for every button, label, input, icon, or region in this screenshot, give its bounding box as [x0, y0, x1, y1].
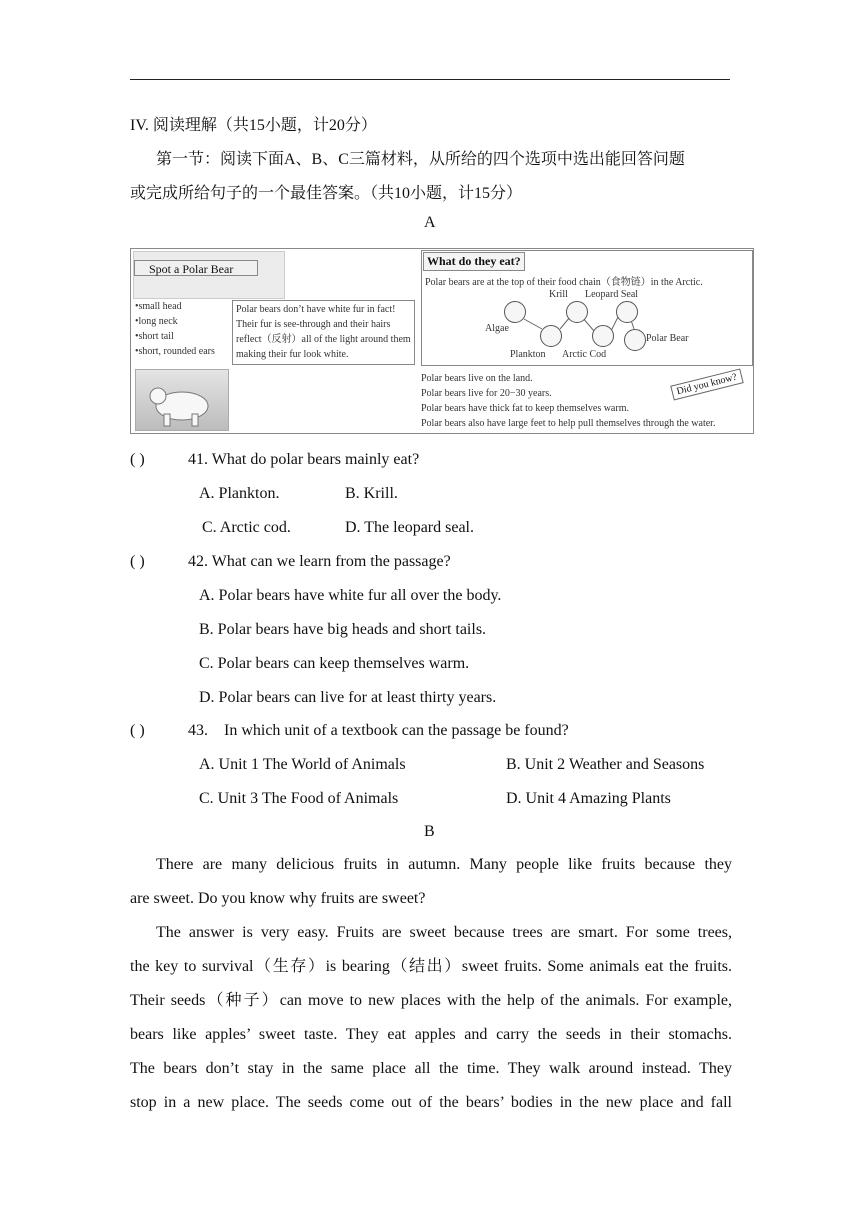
feature-item: •short tail — [135, 331, 174, 342]
feature-item: •small head — [135, 301, 182, 312]
feature-item: •short, rounded ears — [135, 346, 215, 357]
paragraph-line: stop in a new place. The seeds come out of the bears’ bodies in the new place and fall — [130, 1094, 732, 1111]
option-d: D. The leopard seal. — [345, 519, 474, 536]
fact-item: Polar bears also have large feet to help pull themselves through the water. — [421, 418, 716, 429]
polar-bear-image — [135, 369, 229, 431]
passage-b-paragraph-2 — [130, 916, 732, 1120]
passage-b-label: B — [424, 823, 435, 840]
paragraph-line: the key to survival（生存）is bearing（结出）sweet fruits. Some animals eat the fruits. — [130, 958, 732, 975]
passage-b-paragraph-1 — [130, 848, 732, 916]
question-41: 41. What do polar bears mainly eat? — [188, 451, 420, 468]
algae-icon — [504, 301, 526, 323]
fact-item: Polar bears live for 20−30 years. — [421, 388, 552, 399]
passage-a-label: A — [424, 214, 436, 231]
fur-note: Polar bears don’t have white fur in fact! Their fur is see-through and their hairs reflect（反射）all of the light around them making their fur look white. — [232, 300, 415, 365]
option-a: A. Polar bears have white fur all over the body. — [199, 587, 502, 604]
leopard-seal-icon — [616, 301, 638, 323]
feature-item: •long neck — [135, 316, 178, 327]
plankton-label: Plankton — [510, 349, 546, 360]
option-b: B. Polar bears have big heads and short tails. — [199, 621, 487, 638]
option-b: B. Unit 2 Weather and Seasons — [506, 756, 705, 773]
option-a: A. Unit 1 The World of Animals — [199, 756, 406, 773]
plankton-icon — [540, 325, 562, 347]
polar-bear-label: Polar Bear — [646, 333, 689, 344]
option-d: D. Polar bears can live for at least thirty years. — [199, 689, 497, 706]
instruction-line-2: 或完成所给句子的一个最佳答案。（共10小题，计15分） — [130, 185, 523, 202]
polar-bear-icon — [624, 329, 646, 351]
fact-item: Polar bears live on the land. — [421, 373, 533, 384]
answer-bracket[interactable]: ( ) — [130, 722, 145, 739]
paragraph-line: The answer is very easy. Fruits are sweet because trees are smart. For some trees, — [156, 924, 732, 941]
question-43: 43. In which unit of a textbook can the passage be found? — [188, 722, 569, 739]
option-b: B. Krill. — [345, 485, 398, 502]
did-you-know-badge: Did you know? — [670, 369, 743, 401]
polar-bear-infographic — [130, 248, 754, 434]
option-a: A. Plankton. — [199, 485, 280, 502]
leopard-seal-label: Leopard Seal — [585, 289, 639, 300]
option-d: D. Unit 4 Amazing Plants — [506, 790, 671, 807]
paragraph-line: are sweet. Do you know why fruits are sweet? — [130, 890, 426, 907]
krill-icon — [566, 301, 588, 323]
option-c: C. Polar bears can keep themselves warm. — [199, 655, 470, 672]
question-42: 42. What can we learn from the passage? — [188, 553, 451, 570]
paragraph-line: bears like apples’ sweet taste. They eat apples and carry the seeds in their stomachs. — [130, 1026, 732, 1043]
food-chain-title: What do they eat? — [423, 252, 525, 271]
fact-item: Polar bears have thick fat to keep themselves warm. — [421, 403, 629, 414]
section-header: IV. 阅读理解（共15小题，计20分） — [130, 117, 377, 134]
option-c: C. Arctic cod. — [202, 519, 291, 536]
food-chain-panel — [421, 250, 753, 366]
instruction-line-1: 第一节：阅读下面A、B、C三篇材料，从所给的四个选项中选出能回答问题 — [156, 151, 685, 168]
top-rule — [130, 79, 730, 80]
paragraph-line: Their seeds（种子）can move to new places with the help of the animals. For example, — [130, 992, 732, 1009]
answer-bracket[interactable]: ( ) — [130, 553, 145, 570]
paragraph-line: The bears don’t stay in the same place all the time. They walk around instead. They — [130, 1060, 732, 1077]
spot-title: Spot a Polar Bear — [134, 260, 258, 276]
arctic-cod-icon — [592, 325, 614, 347]
arctic-cod-label: Arctic Cod — [562, 349, 607, 360]
algae-label: Algae — [485, 323, 509, 334]
option-c: C. Unit 3 The Food of Animals — [199, 790, 399, 807]
answer-bracket[interactable]: ( ) — [130, 451, 145, 468]
food-chain-subtitle: Polar bears are at the top of their food chain（食物链）in the Arctic. — [425, 277, 703, 288]
facts-list — [421, 371, 715, 431]
paragraph-line: There are many delicious fruits in autumn. Many people like fruits because they — [156, 856, 732, 873]
krill-label: Krill — [549, 289, 568, 300]
